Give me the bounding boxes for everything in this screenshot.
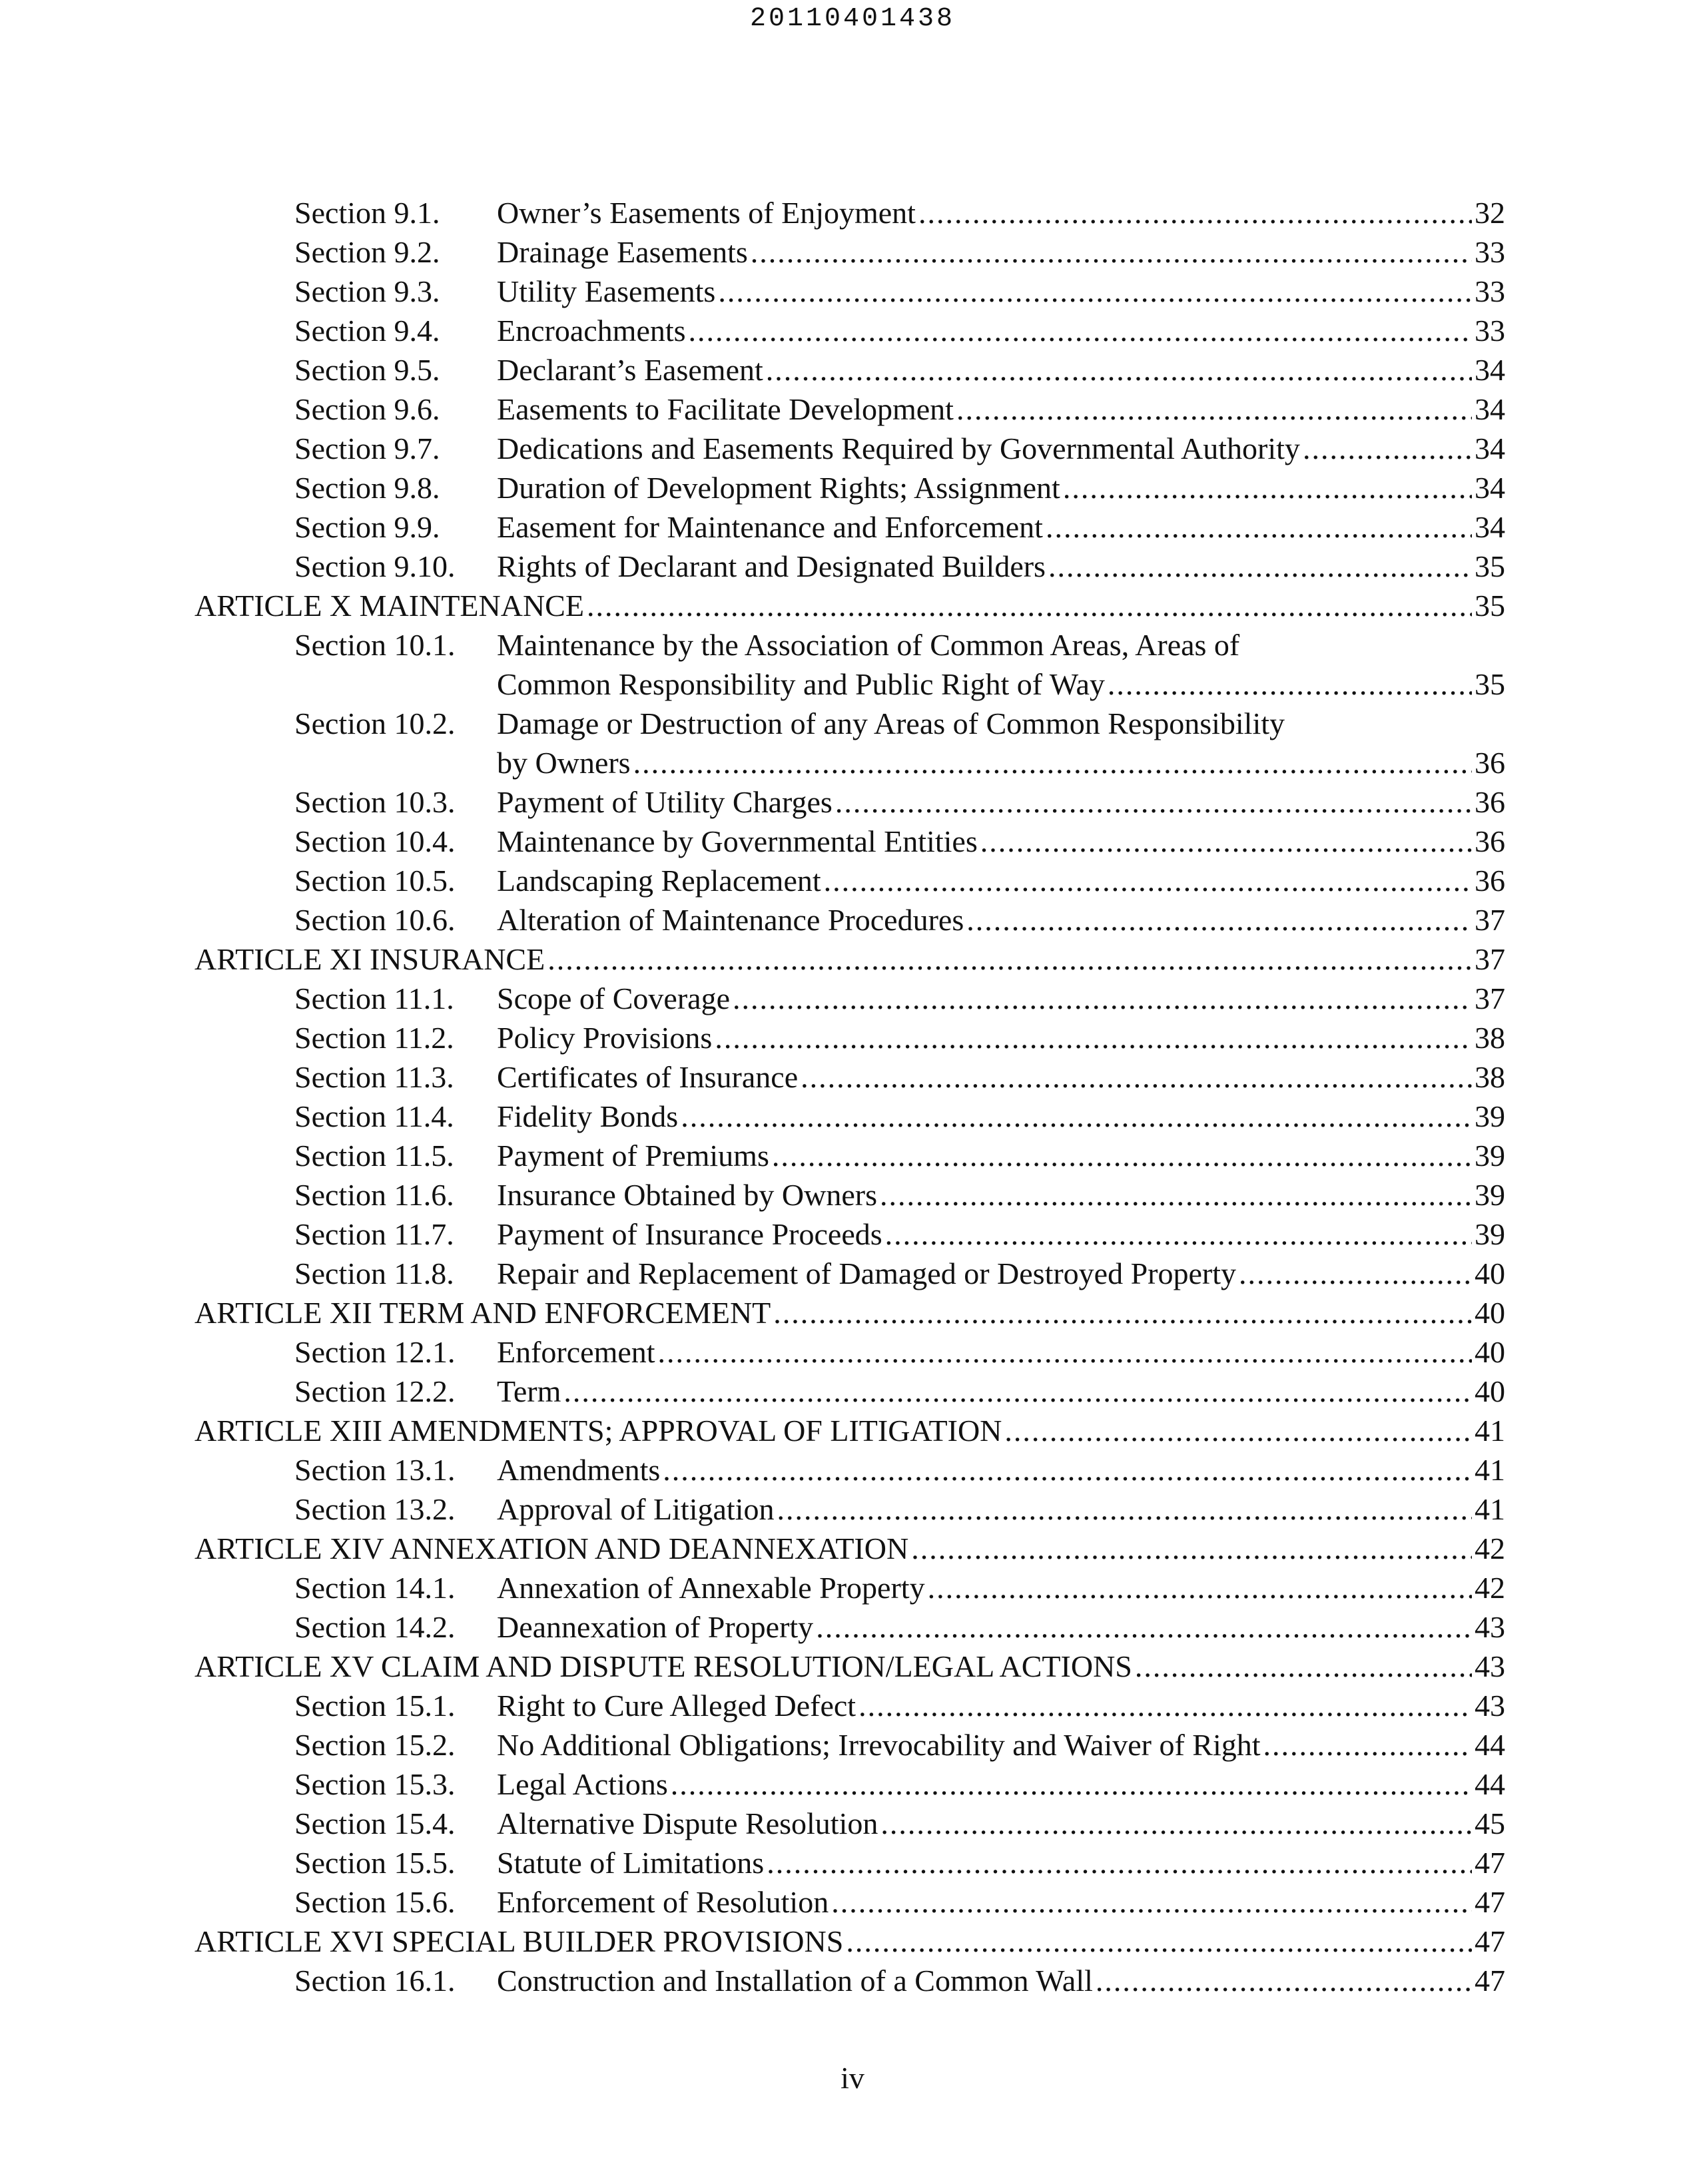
section-number: Section 11.3.	[294, 1060, 454, 1094]
section-number: Section 13.1.	[294, 1453, 456, 1487]
toc-entry	[497, 232, 1505, 272]
section-title: Statute of Limitations	[497, 1846, 765, 1880]
page-ref: 35	[1475, 667, 1505, 701]
section-number: Section 11.7.	[294, 1217, 454, 1251]
page-ref: 36	[1475, 785, 1505, 819]
dot-leader	[1048, 547, 1472, 586]
section-number: Section 16.1.	[294, 1964, 456, 1998]
toc-entry	[497, 1961, 1505, 2000]
section-title: by Owners	[497, 746, 631, 780]
dot-leader	[980, 822, 1472, 861]
section-number: Section 10.6.	[294, 903, 456, 937]
section-title: Easement for Maintenance and Enforcement	[497, 510, 1043, 544]
toc-section-row	[0, 979, 1705, 1018]
article-title: ARTICLE XV CLAIM AND DISPUTE RESOLUTION/LEGAL ACTIONS	[194, 1649, 1132, 1683]
section-number: Section 11.5.	[294, 1139, 454, 1173]
section-number: Section 10.2.	[294, 706, 456, 740]
toc-entry	[194, 586, 1505, 625]
toc-section-row	[0, 1804, 1705, 1843]
section-title: Easements to Facilitate Development	[497, 392, 954, 426]
toc-section-row	[0, 350, 1705, 390]
section-number: Section 10.5.	[294, 864, 456, 898]
toc-section-row	[0, 1254, 1705, 1293]
section-number: Section 11.6.	[294, 1178, 454, 1212]
section-title: Drainage Easements	[497, 235, 748, 269]
section-title: Deannexation of Property	[497, 1610, 814, 1644]
dot-leader	[587, 586, 1472, 625]
toc-section-row	[0, 272, 1705, 311]
section-title: Repair and Replacement of Damaged or Destroyed Property	[497, 1256, 1236, 1290]
toc-section-row	[0, 468, 1705, 507]
toc-entry	[497, 1568, 1505, 1607]
toc-entry	[497, 1843, 1505, 1882]
toc-entry	[194, 1529, 1505, 1568]
page-ref: 34	[1475, 431, 1505, 465]
page-ref: 43	[1475, 1649, 1505, 1683]
toc-article-row	[0, 1647, 1705, 1686]
toc-section-row	[0, 1057, 1705, 1097]
toc-entry	[194, 940, 1505, 979]
article-title: ARTICLE X MAINTENANCE	[194, 589, 584, 623]
section-number: Section 11.8.	[294, 1256, 454, 1290]
page-ref: 37	[1475, 903, 1505, 937]
page-ref: 34	[1475, 353, 1505, 387]
toc-section-row	[0, 1765, 1705, 1804]
page-ref: 32	[1475, 196, 1505, 230]
toc-section-row	[0, 193, 1705, 232]
section-title: Declarant’s Easement	[497, 353, 763, 387]
section-title: Alternative Dispute Resolution	[497, 1806, 878, 1840]
toc-article-row	[0, 1529, 1705, 1568]
section-title: Duration of Development Rights; Assignment	[497, 471, 1060, 505]
toc-section-row	[0, 822, 1705, 861]
section-title: Approval of Litigation	[497, 1492, 775, 1526]
dot-leader	[773, 1293, 1472, 1332]
toc-entry	[497, 1097, 1505, 1136]
section-title: Enforcement of Resolution	[497, 1885, 829, 1919]
page-ref: 40	[1475, 1296, 1505, 1330]
toc-entry	[497, 1804, 1505, 1843]
toc-article-row	[0, 586, 1705, 625]
toc-entry	[497, 1136, 1505, 1175]
toc-entry	[497, 390, 1505, 429]
entry-title-line1: Damage or Destruction of any Areas of Common Responsibility	[497, 706, 1285, 740]
section-title: Common Responsibility and Public Right of Way	[497, 667, 1105, 701]
page-ref: 40	[1475, 1374, 1505, 1408]
page-ref: 47	[1475, 1924, 1505, 1958]
page-ref: 35	[1475, 589, 1505, 623]
dot-leader	[671, 1765, 1472, 1804]
page-ref: 40	[1475, 1335, 1505, 1369]
section-number: Section 10.1.	[294, 628, 456, 662]
toc-section-row	[0, 1097, 1705, 1136]
toc-section-row	[0, 1961, 1705, 2000]
section-title: Enforcement	[497, 1335, 655, 1369]
dot-leader	[816, 1607, 1472, 1647]
page-ref: 34	[1475, 471, 1505, 505]
page-ref: 39	[1475, 1178, 1505, 1212]
toc-section-row	[0, 232, 1705, 272]
article-title: ARTICLE XII TERM AND ENFORCEMENT	[194, 1296, 771, 1330]
section-number: Section 9.4.	[294, 314, 440, 348]
page-number: iv	[841, 2061, 864, 2095]
section-number: Section 15.4.	[294, 1806, 456, 1840]
page-ref: 39	[1475, 1139, 1505, 1173]
dot-leader	[1046, 507, 1472, 547]
page-ref: 47	[1475, 1885, 1505, 1919]
dot-leader	[911, 1529, 1472, 1568]
toc-section-row	[0, 1450, 1705, 1490]
dot-leader	[1063, 468, 1472, 507]
page-ref: 47	[1475, 1846, 1505, 1880]
dot-leader	[966, 900, 1472, 940]
page-ref: 37	[1475, 942, 1505, 976]
toc-entry	[497, 507, 1505, 547]
section-number: Section 11.1.	[294, 981, 454, 1015]
toc-section-row	[0, 1568, 1705, 1607]
toc-entry	[497, 468, 1505, 507]
toc-section-row	[0, 1725, 1705, 1765]
section-number: Section 15.2.	[294, 1728, 456, 1762]
dot-leader	[880, 1804, 1472, 1843]
section-number: Section 9.5.	[294, 353, 440, 387]
page-ref: 39	[1475, 1099, 1505, 1133]
section-title: Certificates of Insurance	[497, 1060, 799, 1094]
page-ref: 33	[1475, 235, 1505, 269]
page-ref: 33	[1475, 274, 1505, 308]
dot-leader	[777, 1490, 1472, 1529]
dot-leader	[733, 979, 1472, 1018]
dot-leader	[1239, 1254, 1472, 1293]
dot-leader	[633, 743, 1472, 782]
section-title: Payment of Premiums	[497, 1139, 769, 1173]
toc-section-row	[0, 390, 1705, 429]
dot-leader	[801, 1057, 1472, 1097]
dot-leader	[824, 861, 1472, 900]
page-ref: 43	[1475, 1689, 1505, 1723]
article-title: ARTICLE XVI SPECIAL BUILDER PROVISIONS	[194, 1924, 844, 1958]
toc-entry	[497, 782, 1505, 822]
page-ref: 35	[1475, 549, 1505, 583]
section-number: Section 9.10.	[294, 549, 456, 583]
dot-leader	[766, 350, 1472, 390]
toc-entry	[497, 743, 1505, 782]
section-title: Amendments	[497, 1453, 661, 1487]
page-ref: 42	[1475, 1531, 1505, 1565]
toc-section-row	[0, 900, 1705, 940]
toc-entry	[497, 1215, 1505, 1254]
toc-article-row	[0, 940, 1705, 979]
page-ref: 34	[1475, 392, 1505, 426]
section-title: Utility Easements	[497, 274, 716, 308]
toc-section-row	[0, 1175, 1705, 1215]
toc-article-row	[0, 1411, 1705, 1450]
section-title: Payment of Insurance Proceeds	[497, 1217, 882, 1251]
toc-entry	[194, 1647, 1505, 1686]
toc-entry	[194, 1922, 1505, 1961]
dot-leader	[885, 1215, 1472, 1254]
section-number: Section 10.3.	[294, 785, 456, 819]
article-title: ARTICLE XIII AMENDMENTS; APPROVAL OF LITIGATION	[194, 1414, 1002, 1448]
dot-leader	[1263, 1725, 1472, 1765]
toc-entry	[497, 1725, 1505, 1765]
toc-entry	[497, 1490, 1505, 1529]
toc-section-row	[0, 311, 1705, 350]
page-ref: 39	[1475, 1217, 1505, 1251]
dot-leader	[1004, 1411, 1472, 1450]
dot-leader	[1135, 1647, 1472, 1686]
section-title: Scope of Coverage	[497, 981, 730, 1015]
toc-entry	[497, 1450, 1505, 1490]
section-number: Section 15.5.	[294, 1846, 456, 1880]
toc-section-row	[0, 1018, 1705, 1057]
dot-leader	[772, 1136, 1472, 1175]
toc-entry	[497, 900, 1505, 940]
section-title: Annexation of Annexable Property	[497, 1571, 925, 1605]
page-ref: 44	[1475, 1767, 1505, 1801]
section-number: Section 9.1.	[294, 196, 440, 230]
toc-entry	[497, 193, 1505, 232]
section-number: Section 12.2.	[294, 1374, 456, 1408]
section-number: Section 9.8.	[294, 471, 440, 505]
toc-entry	[497, 1607, 1505, 1647]
section-title: No Additional Obligations; Irrevocability and Waiver of Right	[497, 1728, 1261, 1762]
toc-section-row	[0, 429, 1705, 468]
page-ref: 41	[1475, 1414, 1505, 1448]
page-ref: 41	[1475, 1492, 1505, 1526]
section-title: Construction and Installation of a Common Wall	[497, 1964, 1093, 1998]
section-title: Landscaping Replacement	[497, 864, 821, 898]
dot-leader	[689, 311, 1472, 350]
dot-leader	[751, 232, 1472, 272]
toc-entry	[497, 350, 1505, 390]
page-ref: 36	[1475, 746, 1505, 780]
section-title: Policy Provisions	[497, 1021, 713, 1055]
page-ref: 38	[1475, 1021, 1505, 1055]
toc-entry	[194, 1293, 1505, 1332]
dot-leader	[715, 1018, 1472, 1057]
dot-leader	[928, 1568, 1472, 1607]
toc-entry	[497, 665, 1505, 704]
toc-entry	[497, 1765, 1505, 1804]
page-ref: 44	[1475, 1728, 1505, 1762]
section-number: Section 9.2.	[294, 235, 440, 269]
dot-leader	[1096, 1961, 1472, 2000]
page-ref: 47	[1475, 1964, 1505, 1998]
section-title: Term	[497, 1374, 561, 1408]
dot-leader	[835, 782, 1472, 822]
section-title: Encroachments	[497, 314, 686, 348]
toc-entry	[497, 311, 1505, 350]
section-number: Section 10.4.	[294, 824, 456, 858]
section-title: Fidelity Bonds	[497, 1099, 679, 1133]
toc-section-row	[0, 1607, 1705, 1647]
dot-leader	[858, 1686, 1472, 1725]
toc-section-row	[0, 1843, 1705, 1882]
page-ref: 38	[1475, 1060, 1505, 1094]
dot-leader	[1303, 429, 1472, 468]
dot-leader	[658, 1332, 1472, 1372]
toc-section-row	[0, 1686, 1705, 1725]
section-number: Section 15.6.	[294, 1885, 456, 1919]
section-title: Maintenance by Governmental Entities	[497, 824, 978, 858]
dot-leader	[767, 1843, 1472, 1882]
section-title: Alteration of Maintenance Procedures	[497, 903, 964, 937]
toc-article-row	[0, 1293, 1705, 1332]
toc-section-row	[0, 507, 1705, 547]
page-ref: 43	[1475, 1610, 1505, 1644]
toc-entry	[497, 1332, 1505, 1372]
article-title: ARTICLE XI INSURANCE	[194, 942, 545, 976]
toc-section-row	[0, 1215, 1705, 1254]
toc-entry	[497, 1372, 1505, 1411]
section-title: Owner’s Easements of Enjoyment	[497, 196, 916, 230]
section-number: Section 15.3.	[294, 1767, 456, 1801]
section-number: Section 9.6.	[294, 392, 440, 426]
toc-entry	[497, 1882, 1505, 1922]
toc-section-row	[0, 1332, 1705, 1372]
document-number: 20110401438	[749, 4, 956, 34]
page-ref: 42	[1475, 1571, 1505, 1605]
section-number: Section 11.2.	[294, 1021, 454, 1055]
toc-entry	[497, 547, 1505, 586]
toc-section-row	[0, 1372, 1705, 1411]
section-number: Section 12.1.	[294, 1335, 456, 1369]
toc-section-row	[0, 861, 1705, 900]
toc-entry	[497, 429, 1505, 468]
toc-section-row	[0, 1136, 1705, 1175]
page-ref: 37	[1475, 981, 1505, 1015]
section-number: Section 9.3.	[294, 274, 440, 308]
toc-section-row	[0, 704, 1705, 782]
toc-entry	[497, 1686, 1505, 1725]
section-title: Legal Actions	[497, 1767, 668, 1801]
section-number: Section 9.7.	[294, 431, 440, 465]
section-title: Payment of Utility Charges	[497, 785, 833, 819]
section-number: Section 14.2.	[294, 1610, 456, 1644]
toc-entry	[497, 979, 1505, 1018]
dot-leader	[918, 193, 1472, 232]
toc-entry	[497, 861, 1505, 900]
dot-leader	[831, 1882, 1472, 1922]
section-number: Section 14.1.	[294, 1571, 456, 1605]
page-ref: 36	[1475, 824, 1505, 858]
article-title: ARTICLE XIV ANNEXATION AND DEANNEXATION	[194, 1531, 909, 1565]
dot-leader	[956, 390, 1472, 429]
section-title: Rights of Declarant and Designated Builders	[497, 549, 1046, 583]
dot-leader	[547, 940, 1472, 979]
dot-leader	[880, 1175, 1472, 1215]
dot-leader	[1108, 665, 1472, 704]
dot-leader	[846, 1922, 1472, 1961]
section-number: Section 13.2.	[294, 1492, 456, 1526]
entry-title-line1: Maintenance by the Association of Common Areas, Areas of	[497, 628, 1240, 662]
toc-section-row	[0, 547, 1705, 586]
toc-entry	[497, 272, 1505, 311]
toc-entry	[194, 1411, 1505, 1450]
toc-entry	[497, 1057, 1505, 1097]
page-ref: 41	[1475, 1453, 1505, 1487]
toc-entry	[497, 1175, 1505, 1215]
toc-article-row	[0, 1922, 1705, 1961]
section-title: Insurance Obtained by Owners	[497, 1178, 877, 1212]
dot-leader	[681, 1097, 1472, 1136]
toc-entry	[497, 822, 1505, 861]
page-ref: 45	[1475, 1806, 1505, 1840]
page-ref: 33	[1475, 314, 1505, 348]
dot-leader	[563, 1372, 1472, 1411]
section-title: Dedications and Easements Required by Governmental Authority	[497, 431, 1300, 465]
dot-leader	[718, 272, 1472, 311]
toc-section-row	[0, 1490, 1705, 1529]
toc-section-row	[0, 782, 1705, 822]
toc-entry	[497, 1018, 1505, 1057]
section-title: Right to Cure Alleged Defect	[497, 1689, 856, 1723]
dot-leader	[663, 1450, 1472, 1490]
toc-section-row	[0, 1882, 1705, 1922]
toc-section-row	[0, 625, 1705, 704]
page-ref: 36	[1475, 864, 1505, 898]
section-number: Section 15.1.	[294, 1689, 456, 1723]
section-number: Section 9.9.	[294, 510, 440, 544]
page-ref: 40	[1475, 1256, 1505, 1290]
section-number: Section 11.4.	[294, 1099, 454, 1133]
page-ref: 34	[1475, 510, 1505, 544]
toc-entry	[497, 1254, 1505, 1293]
table-of-contents	[0, 193, 1705, 2000]
